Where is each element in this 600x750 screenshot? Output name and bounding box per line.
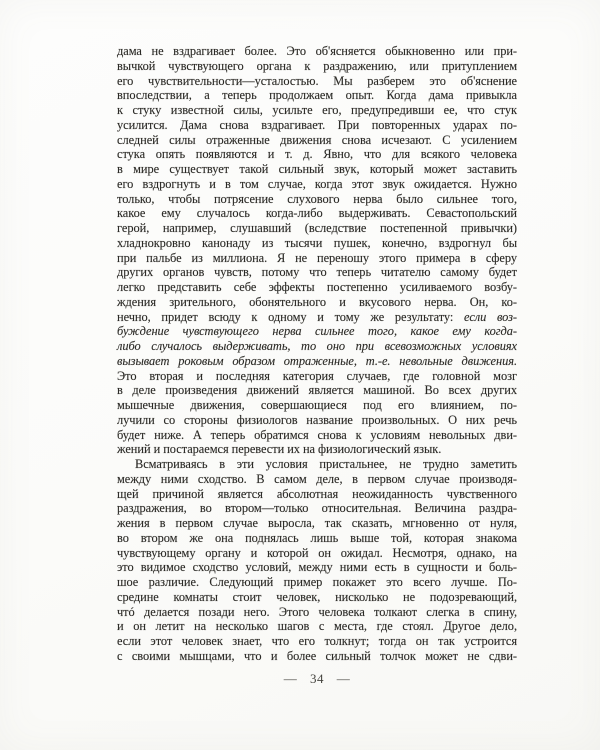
- text-run: при пальбе из миллиона. Я не переношу этого примера в сферу: [117, 250, 517, 265]
- text-run: лучили со стороны физиологов название произвольных. О них речь: [117, 412, 517, 427]
- text-line: [117, 369, 517, 384]
- text-line: [117, 324, 517, 339]
- text-run: жений и постараемся перевести их на физиологический язык.: [117, 442, 442, 457]
- text-run: это видимое сходство условий, между ними есть в сущности и боль-: [117, 560, 517, 575]
- text-run: чтó делается позади него. Этого человека толкают слегка в спину,: [117, 604, 517, 619]
- text-line: [117, 516, 517, 531]
- text-run: Это вторая и последняя категория случаев, где головной мозг: [117, 368, 517, 383]
- text-run: его вздрогнуть и в том случае, когда этот звук ожидается. Нужно: [117, 176, 517, 191]
- text-run: впоследствии, а теперь продолжаем опыт. Когда дама привыкла: [117, 88, 517, 103]
- text-run: средине комнаты стоит человек, нисколько не подозревающий,: [117, 589, 517, 604]
- text-line: [117, 398, 517, 413]
- text-line: [117, 310, 517, 325]
- text-line: [117, 428, 517, 443]
- text-line: [117, 74, 517, 89]
- text-line: [117, 251, 517, 266]
- text-run: во втором же она поднялась лишь выше той, которая знакома: [117, 530, 517, 545]
- text-line: [117, 634, 517, 649]
- italic-text-run: либо случалось выдерживать, то оно при всевозможных условиях: [117, 339, 517, 353]
- text-line: [117, 147, 517, 162]
- text-run: шое различие. Следующий пример покажет это всего лучше. По-: [117, 575, 517, 589]
- text-run: его чувствительности—усталостью. Мы разберем это об'яснение: [117, 73, 517, 88]
- text-line: [117, 413, 517, 428]
- text-run: дама не вздрагивает более. Это об'ясняется обыкновенно или при-: [117, 44, 517, 58]
- text-line: [117, 206, 517, 221]
- text-run: Всматриваясь в эти условия пристальнее, не трудно заметить: [135, 457, 517, 471]
- text-run: между ними сходство. В самом деле, в первом случае производя-: [117, 471, 517, 486]
- text-run: только, чтобы потрясение слухового нерва было сильнее того,: [117, 191, 517, 206]
- text-run: герой, например, слушавший (вследствие постепенной привычки): [117, 221, 517, 235]
- text-run: легко представить себе эффекты постепенно усиливаемого возбу-: [117, 280, 517, 294]
- text-run: чувствующему органу и которой он ожидал. Несмотря, однако, на: [117, 545, 517, 560]
- text-line: [117, 619, 517, 634]
- text-run: будет ниже. А теперь обратимся снова к условиям невольных дви-: [117, 427, 517, 442]
- text-line: [117, 383, 517, 398]
- text-line: [117, 560, 517, 575]
- page-number: — 34 —: [283, 671, 351, 686]
- text-line: [117, 649, 517, 664]
- text-line: [117, 133, 517, 148]
- text-line: [117, 457, 517, 472]
- italic-text-run: если воз-: [464, 309, 517, 324]
- text-line: [117, 575, 517, 590]
- text-line: [117, 280, 517, 295]
- text-run: с своими мышцами, что и более сильный толчок может не сдви-: [117, 648, 517, 663]
- text-line: [117, 221, 517, 236]
- text-run: к стуку известной силы, усильте его, предупредивши ее, что стук: [117, 103, 517, 117]
- text-line: [117, 118, 517, 133]
- text-run: вычкой чувствующего органа к раздражению, или притуплением: [117, 58, 517, 73]
- text-run: следней силы отраженные движения снова исчезают. С усилением: [117, 132, 517, 147]
- text-line: [117, 236, 517, 251]
- text-line: [117, 339, 517, 354]
- text-run: в деле произведения движений является машиной. Во всех других: [117, 383, 517, 398]
- text-line: [117, 59, 517, 74]
- text-line: [117, 442, 517, 457]
- text-run: мышечные движения, совершающиеся под его влиянием, по-: [117, 398, 517, 412]
- text-line: [117, 44, 517, 59]
- text-line: [117, 501, 517, 516]
- text-run: стука опять появляются и т. д. Явно, что для всякого человека: [117, 147, 517, 162]
- text-line: [117, 546, 517, 561]
- text-line: [117, 590, 517, 605]
- text-run: какое ему случалось когда-либо выдерживать. Севастопольский: [117, 206, 517, 221]
- text-run: хладнокровно канонаду из тысячи пушек, конечно, вздрогнул бы: [117, 235, 517, 250]
- text-line: [117, 295, 517, 310]
- text-line: [117, 88, 517, 103]
- italic-text-run: вызывает роковым образом отраженные, т.-е. невольные движения.: [117, 353, 517, 368]
- text-run: раздражения, во втором—только относительная. Величина раздра-: [117, 501, 517, 516]
- text-run: если этот человек знает, что его толкнут; тогда он так устроится: [117, 634, 517, 648]
- text-line: [117, 192, 517, 207]
- text-run: нечно, придет всюду к одному и тому же результату:: [117, 309, 465, 324]
- text-line: [117, 605, 517, 620]
- text-line: [117, 265, 517, 280]
- text-run: щей причиной является абсолютная неожиданность чувственного: [117, 486, 517, 501]
- text-line: [117, 177, 517, 192]
- text-run: других органов чувств, потому что теперь читателю самому будет: [117, 265, 517, 280]
- text-line: [117, 531, 517, 546]
- text-line: [117, 162, 517, 177]
- text-run: жения в первом случае выросла, так сказать, мгновенно от нуля,: [117, 516, 517, 530]
- text-line: [117, 487, 517, 502]
- text-run: ждения зрительного, обонятельного и вкусового нерва. Он, ко-: [117, 294, 517, 309]
- text-run: в мире существует такой сильный звук, который может заставить: [117, 162, 517, 176]
- text-run: усилится. Дама снова вздрагивает. При повторенных ударах по-: [117, 117, 517, 132]
- text-line: [117, 103, 517, 118]
- text-line: [117, 472, 517, 487]
- text-run: и он летит на несколько шагов с места, где стоял. Другое дело,: [117, 619, 517, 634]
- page-text-block: [117, 44, 517, 664]
- text-line: [117, 354, 517, 369]
- italic-text-run: буждение чувствующего нерва сильнее того, какое ему когда-: [117, 324, 517, 339]
